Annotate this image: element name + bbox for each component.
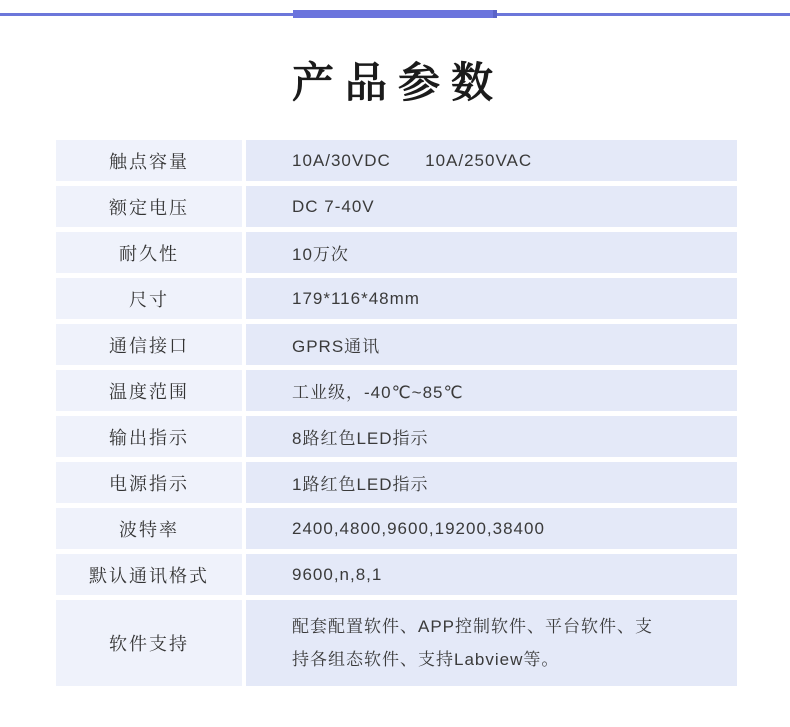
- spec-value-contact-capacity: 10A/30VDC 10A/250VAC: [246, 140, 737, 181]
- table-row: [56, 324, 737, 365]
- spec-table: [56, 140, 737, 686]
- table-row: [56, 186, 737, 227]
- table-row: [56, 508, 737, 549]
- table-row: [56, 278, 737, 319]
- spec-value-temp-range: 工业级，-40℃~85℃: [246, 370, 737, 411]
- spec-value-baud-rate: 2400,4800,9600,19200,38400: [246, 508, 737, 549]
- table-row: [56, 462, 737, 503]
- table-row: [56, 600, 737, 686]
- table-row: [56, 554, 737, 595]
- divider-accent-bar: [293, 10, 497, 18]
- spec-label-software-support: 软件支持: [56, 600, 242, 686]
- spec-label-temp-range: 温度范围: [56, 370, 242, 411]
- spec-label-dimensions: 尺寸: [56, 278, 242, 319]
- spec-label-power-indicator: 电源指示: [56, 462, 242, 503]
- spec-label-output-indicator: 输出指示: [56, 416, 242, 457]
- spec-value-dimensions: 179*116*48mm: [246, 278, 737, 319]
- software-support-text: 配套配置软件、APP控制软件、平台软件、支持各组态软件、支持Labview等。: [292, 617, 654, 669]
- spec-value-default-format: 9600,n,8,1: [246, 554, 737, 595]
- table-row: [56, 232, 737, 273]
- spec-label-baud-rate: 波特率: [56, 508, 242, 549]
- table-row: [56, 370, 737, 411]
- spec-label-rated-voltage: 额定电压: [56, 186, 242, 227]
- spec-value-output-indicator: 8路红色LED指示: [246, 416, 737, 457]
- spec-value-durability: 10万次: [246, 232, 737, 273]
- spec-label-comm-interface: 通信接口: [56, 324, 242, 365]
- product-parameters-page: [0, 10, 790, 727]
- page-title: 产品参数: [291, 59, 504, 106]
- spec-label-durability: 耐久性: [56, 232, 242, 273]
- spec-value-rated-voltage: DC 7-40V: [246, 186, 737, 227]
- spec-label-default-format: 默认通讯格式: [56, 554, 242, 595]
- spec-value-software-support: [246, 600, 737, 686]
- table-row: [56, 140, 737, 181]
- table-row: [56, 416, 737, 457]
- spec-value-power-indicator: 1路红色LED指示: [246, 462, 737, 503]
- top-divider: [0, 10, 790, 18]
- spec-value-comm-interface: GPRS通讯: [246, 324, 737, 365]
- spec-label-contact-capacity: 触点容量: [56, 140, 242, 181]
